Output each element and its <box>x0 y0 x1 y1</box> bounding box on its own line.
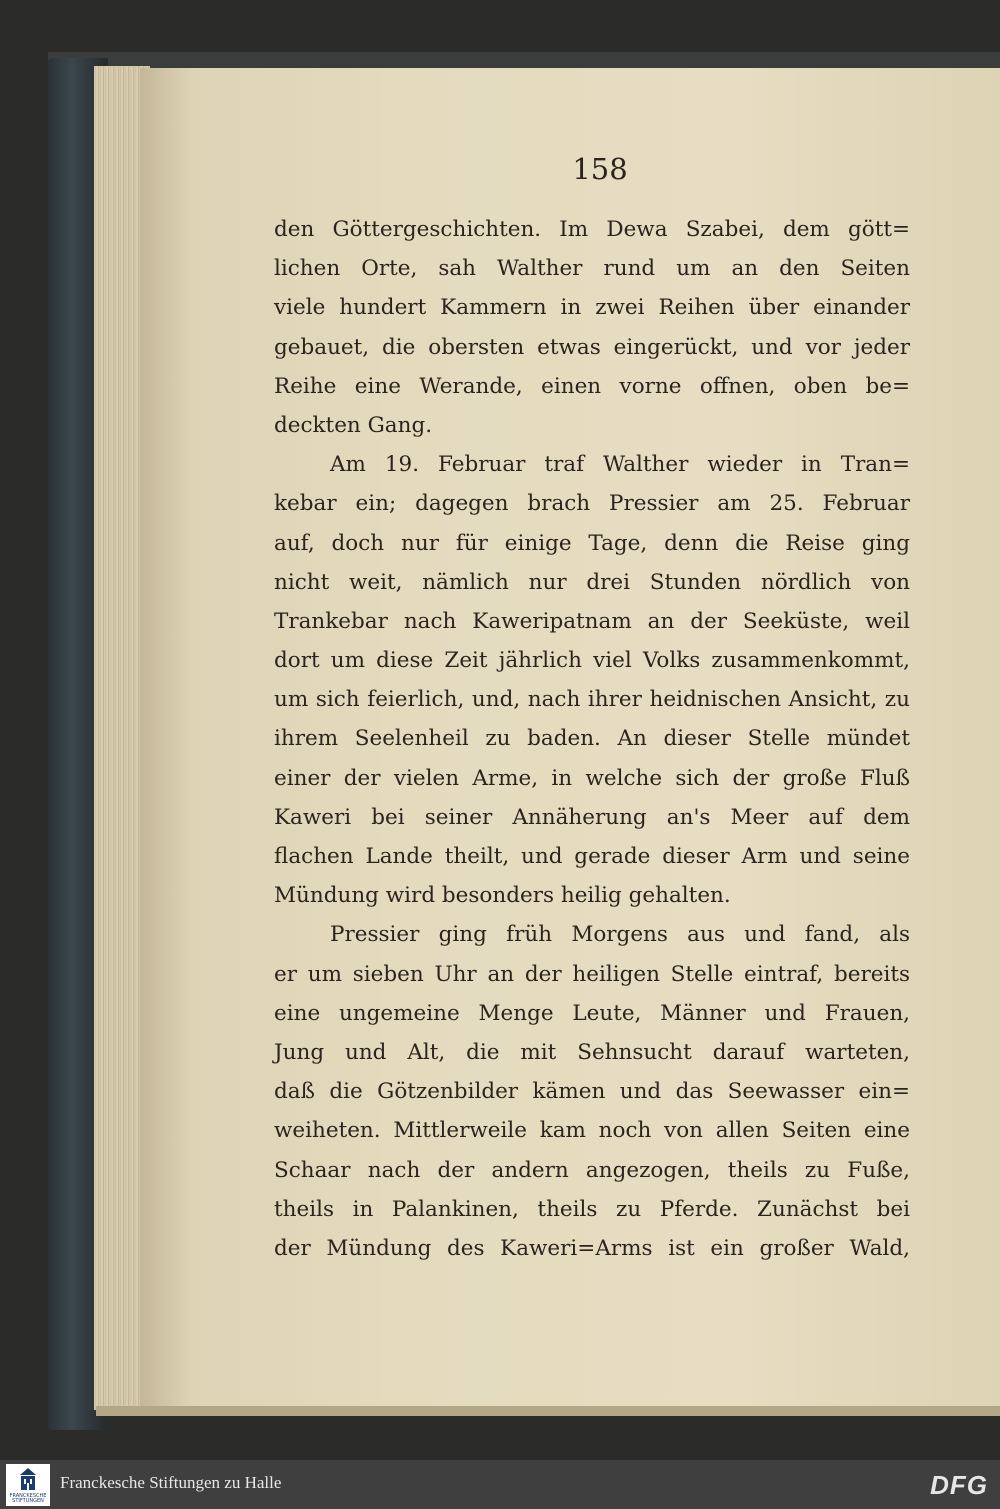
logo-caption: FRANCKESCHE STIFTUNGEN <box>9 1493 47 1504</box>
dfg-logo[interactable]: DFG <box>930 1470 988 1500</box>
institution-name[interactable]: Franckesche Stiftungen zu Halle <box>60 1473 282 1492</box>
text-line: Am 19. Februar traf Walther wieder in Tran= <box>330 452 910 478</box>
text-line: eine ungemeine Menge Leute, Männer und Frauen, <box>274 1000 910 1026</box>
book-cover-top-edge <box>48 52 1000 68</box>
text-line: deckten Gang. <box>274 412 433 438</box>
text-line: Reihe eine Werande, einen vorne offnen, oben be= <box>274 373 910 399</box>
page-body-text <box>274 210 910 1268</box>
text-line: den Göttergeschichten. Im Dewa Szabei, dem gött= <box>274 217 910 242</box>
text-line: kebar ein; dagegen brach Pressier am 25. Februar <box>274 491 910 517</box>
page-number: 158 <box>572 152 628 186</box>
text-line: flachen Lande theilt, und gerade dieser Arm und seine <box>274 844 910 869</box>
viewer-footer <box>0 1460 1000 1509</box>
text-line: nicht weit, nämlich nur drei Stunden nördlich von <box>274 569 910 595</box>
text-line: er um sieben Uhr an der heiligen Stelle eintraf, bereits <box>274 961 910 987</box>
text-line: Pressier ging früh Morgens aus und fand, als <box>330 922 910 948</box>
text-line: Kaweri bei seiner Annäherung an's Meer auf dem <box>274 804 910 830</box>
text-line: einer der vielen Arme, in welche sich der große Fluß <box>274 765 910 791</box>
franckesche-stiftungen-logo[interactable] <box>6 1464 50 1506</box>
text-line: der Mündung des Kaweri=Arms ist ein großer Wald, <box>274 1235 910 1261</box>
text-line: gebauet, die obersten etwas eingerückt, und vor jeder <box>274 334 910 360</box>
text-line: theils in Palankinen, theils zu Pferde. Zunächst bei <box>274 1196 910 1222</box>
text-line: daß die Götzenbilder kämen und das Seewasser ein= <box>274 1079 910 1105</box>
building-icon <box>18 1467 38 1493</box>
text-line: ihrem Seelenheil zu baden. An dieser Stelle mündet <box>274 726 910 752</box>
text-line: lichen Orte, sah Walther rund um an den Seiten <box>274 256 910 282</box>
text-line: Jung und Alt, die mit Sehnsucht darauf warteten, <box>274 1039 910 1065</box>
text-line: auf, doch nur für einige Tage, denn die Reise ging <box>274 530 910 556</box>
text-line: Mündung wird besonders heilig gehalten. <box>274 883 731 909</box>
text-line: Schaar nach der andern angezogen, theils zu Fuße, <box>274 1157 910 1183</box>
text-line: Trankebar nach Kaweripatnam an der Seeküste, weil <box>274 608 910 634</box>
text-line: viele hundert Kammern in zwei Reihen über einander <box>274 295 910 321</box>
text-line: um sich feierlich, und, nach ihrer heidnischen Ansicht, zu <box>274 687 910 713</box>
page-bottom-edge <box>96 1406 1000 1416</box>
text-line: dort um diese Zeit jährlich viel Volks zusammenkommt, <box>274 648 910 674</box>
text-line: weiheten. Mittlerweile kam noch von allen Seiten eine <box>274 1118 910 1144</box>
